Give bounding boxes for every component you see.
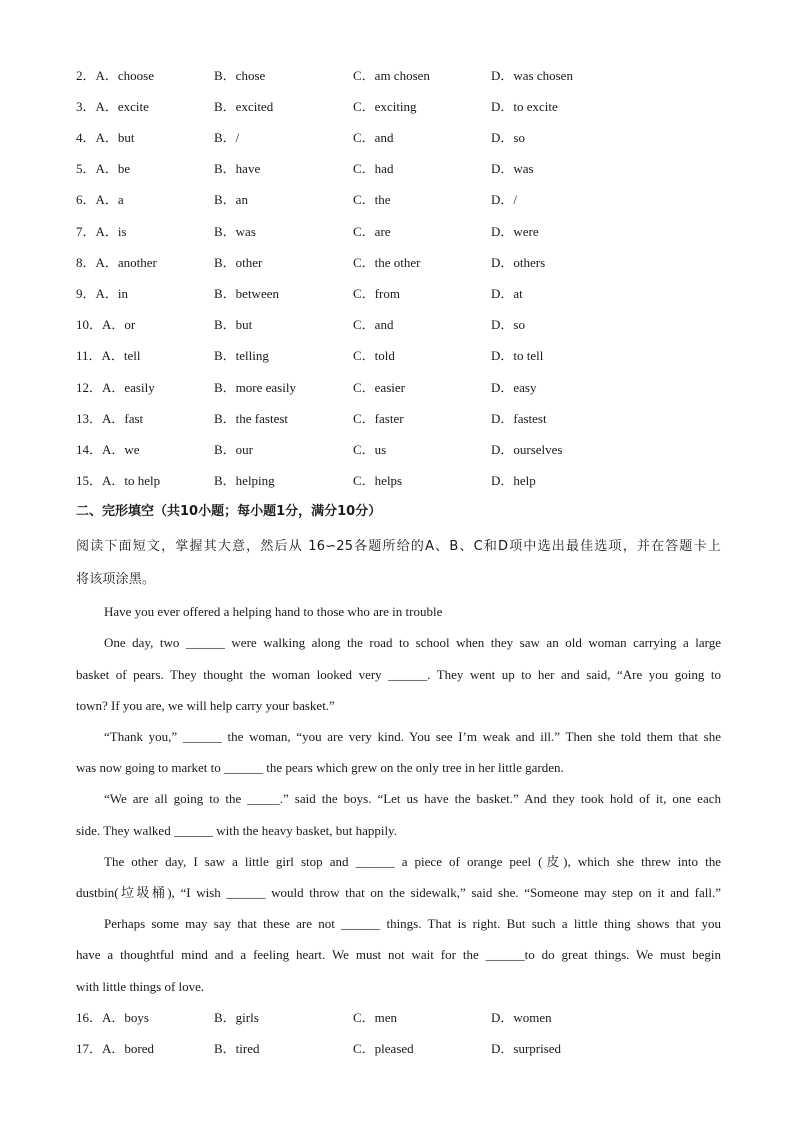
question-row	[0, 471, 794, 491]
option-a: 15．A．to help	[76, 473, 161, 488]
option-b: B．helping	[214, 473, 275, 488]
question-row	[0, 128, 794, 148]
option-d: D．at	[491, 286, 523, 301]
option-c: C．helps	[353, 473, 403, 488]
question-row	[0, 66, 794, 86]
option-a: 11．A．tell	[76, 348, 141, 363]
option-a: 6．A．a	[76, 192, 124, 207]
option-c: C．and	[353, 317, 394, 332]
option-d: D．so	[491, 317, 525, 332]
passage-line: basket of pears. They thought the woman looked very ______. They went up to her and said, “Are you going to	[76, 667, 721, 682]
option-d: D．to tell	[491, 348, 544, 363]
option-c: C．easier	[353, 380, 405, 395]
option-b: B．have	[214, 161, 261, 176]
option-b: B．/	[214, 130, 240, 145]
option-b: B．between	[214, 286, 279, 301]
option-c: C．are	[353, 224, 391, 239]
passage-line: side. They walked ______ with the heavy basket, but happily.	[76, 823, 397, 838]
option-c: C．the other	[353, 255, 421, 270]
question-row	[0, 159, 794, 179]
question-row	[0, 284, 794, 304]
question-row	[0, 1039, 794, 1059]
question-row	[0, 315, 794, 335]
option-c: C．exciting	[353, 99, 417, 114]
passage-title: Have you ever offered a helping hand to those who are in trouble	[104, 604, 443, 619]
option-c: C．am chosen	[353, 68, 430, 83]
option-b: B．but	[214, 317, 253, 332]
option-b: B．tired	[214, 1041, 260, 1056]
option-d: D．were	[491, 224, 539, 239]
option-b: B．our	[214, 442, 254, 457]
option-c: C．told	[353, 348, 395, 363]
section-heading: 二、完形填空（共10小题；每小题1分，满分10分）	[76, 504, 382, 519]
question-row	[0, 97, 794, 117]
option-b: B．other	[214, 255, 263, 270]
question-row	[0, 222, 794, 242]
option-a: 4．A．but	[76, 130, 135, 145]
option-c: C．and	[353, 130, 394, 145]
option-c: C．pleased	[353, 1041, 414, 1056]
question-row	[0, 346, 794, 366]
option-d: D．was	[491, 161, 534, 176]
passage-line: “Thank you,” ______ the woman, “you are very kind. You see I’m weak and ill.” Then she told them that she	[104, 729, 721, 744]
option-b: B．girls	[214, 1010, 259, 1025]
passage-line: was now going to market to ______ the pears which grew on the only tree in her little garden.	[76, 760, 564, 775]
option-c: C．faster	[353, 411, 404, 426]
option-d: D．easy	[491, 380, 537, 395]
option-b: B．telling	[214, 348, 269, 363]
option-d: D．women	[491, 1010, 552, 1025]
passage-line: “We are all going to the _____.” said the boys. “Let us have the basket.” And they took hold of it, one each	[104, 791, 721, 806]
question-row	[0, 190, 794, 210]
question-row	[0, 440, 794, 460]
option-a: 14．A．we	[76, 442, 140, 457]
option-d: D．fastest	[491, 411, 547, 426]
passage-line: The other day, I saw a little girl stop and ______ a piece of orange peel (皮), which she threw into the	[104, 854, 721, 869]
option-a: 12．A．easily	[76, 380, 155, 395]
question-row	[0, 409, 794, 429]
option-a: 5．A．be	[76, 161, 131, 176]
option-d: D．others	[491, 255, 546, 270]
option-c: C．men	[353, 1010, 398, 1025]
option-d: D．to excite	[491, 99, 558, 114]
option-a: 16．A．boys	[76, 1010, 149, 1025]
option-c: C．had	[353, 161, 394, 176]
instruction-text: 将该项涂黑。	[76, 572, 156, 587]
option-b: B．an	[214, 192, 248, 207]
option-d: D．ourselves	[491, 442, 563, 457]
option-a: 9．A．in	[76, 286, 129, 301]
option-a: 8．A．another	[76, 255, 157, 270]
option-a: 2．A．choose	[76, 68, 154, 83]
option-a: 3．A．excite	[76, 99, 149, 114]
option-b: B．chose	[214, 68, 266, 83]
passage-line: One day, two ______ were walking along the road to school when they saw an old woman carrying a large	[104, 635, 721, 650]
option-d: D．/	[491, 192, 518, 207]
option-b: B．was	[214, 224, 256, 239]
option-d: D．was chosen	[491, 68, 573, 83]
question-row	[0, 1008, 794, 1028]
option-b: B．more easily	[214, 380, 296, 395]
option-c: C．us	[353, 442, 387, 457]
option-a: 7．A．is	[76, 224, 127, 239]
option-a: 13．A．fast	[76, 411, 144, 426]
option-a: 17．A．bored	[76, 1041, 154, 1056]
option-a: 10．A．or	[76, 317, 136, 332]
option-b: B．the fastest	[214, 411, 289, 426]
option-d: D．help	[491, 473, 536, 488]
option-b: B．excited	[214, 99, 274, 114]
option-d: D．surprised	[491, 1041, 562, 1056]
passage-line: town? If you are, we will help carry your basket.”	[76, 698, 335, 713]
option-c: C．the	[353, 192, 391, 207]
passage-line: dustbin(垃圾桶), “I wish ______ would throw that on the sidewalk,” said she. “Someone may step on it and fall.”	[76, 885, 721, 900]
passage-line: have a thoughtful mind and a feeling heart. We must not wait for the ______to do great things. We must begin	[76, 947, 721, 962]
passage-line: Perhaps some may say that these are not ______ things. That is right. But such a little thing shows that you	[104, 916, 721, 931]
question-row	[0, 378, 794, 398]
option-d: D．so	[491, 130, 525, 145]
instruction-text: 阅读下面短文，掌握其大意，然后从 16∽25各题所给的A、B、C和D项中选出最佳选项，并在答题卡上	[76, 539, 721, 554]
passage-line: with little things of love.	[76, 979, 205, 994]
question-row	[0, 253, 794, 273]
option-c: C．from	[353, 286, 400, 301]
